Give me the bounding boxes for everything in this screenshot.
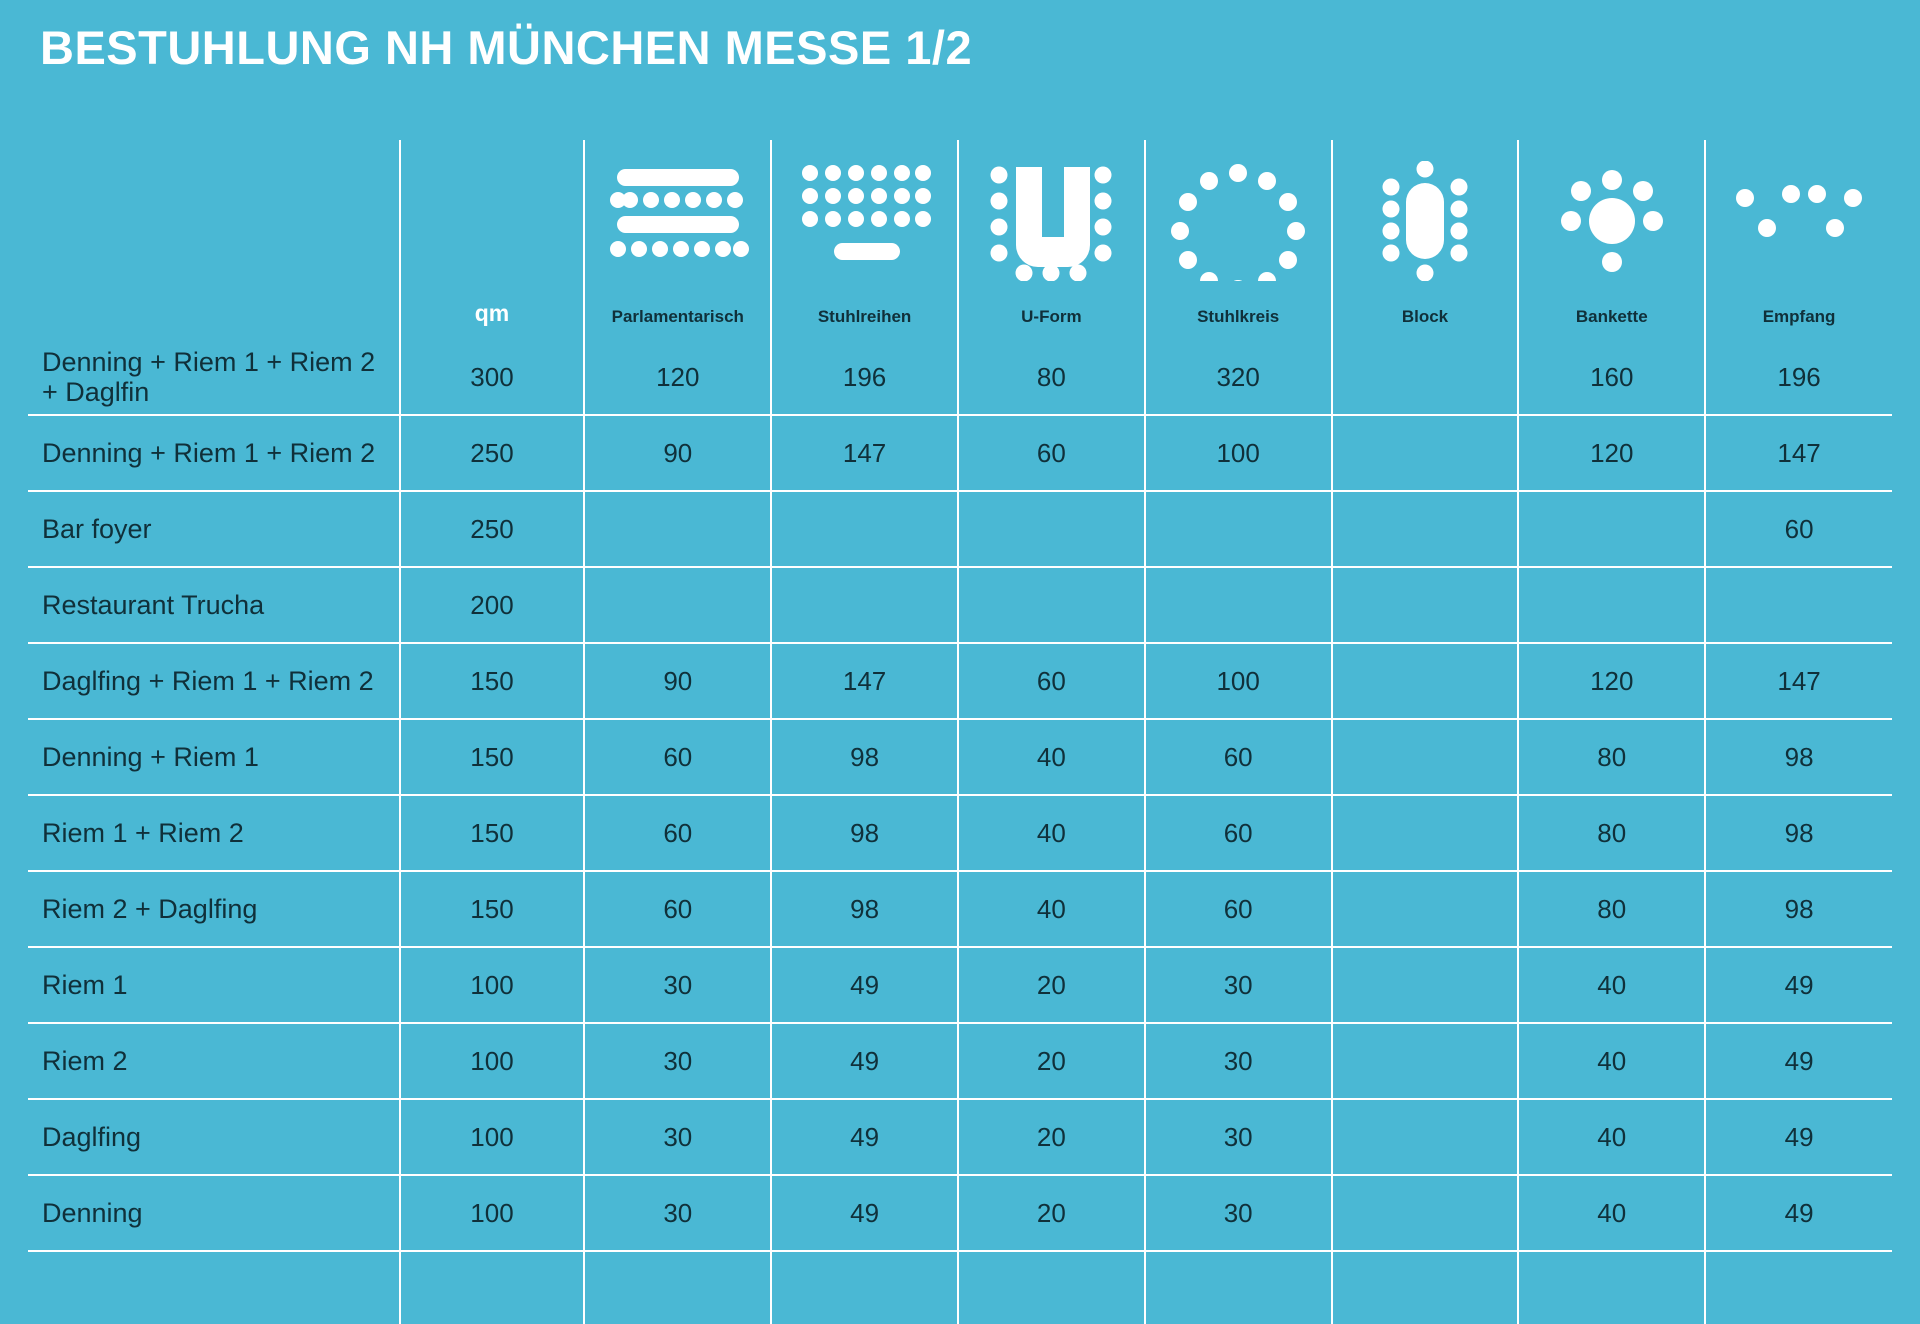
cell-empfang: 49 (1705, 947, 1892, 1023)
table-body (28, 340, 1892, 1324)
room-name-line1: Riem 1 + Riem 2 (42, 817, 244, 848)
cell-bankette: 80 (1518, 719, 1705, 795)
cell-block (1332, 340, 1519, 415)
cell-bankette: 40 (1518, 1023, 1705, 1099)
cell-parlamentarisch: 120 (584, 340, 771, 415)
cell-parlamentarisch: 30 (584, 947, 771, 1023)
room-name-line1: Restaurant Trucha (42, 589, 265, 620)
column-header-qm (400, 140, 585, 340)
block-table-icon (1333, 141, 1518, 301)
cell-block (1332, 947, 1519, 1023)
cell-qm: 250 (400, 415, 585, 491)
table-row (28, 1023, 1892, 1099)
table-row (28, 947, 1892, 1023)
cell-block (1332, 871, 1519, 947)
cell-block (1332, 1099, 1519, 1175)
column-header-block-label: Block (1401, 307, 1449, 326)
cell-stuhlreihen: 49 (771, 1175, 958, 1251)
cell-block (1332, 719, 1519, 795)
column-header-bankette (1518, 140, 1705, 340)
cell-stuhlreihen: 49 (771, 947, 958, 1023)
cell-uform: 20 (958, 1175, 1145, 1251)
page-title: BESTUHLUNG NH MÜNCHEN MESSE 1/2 (40, 21, 973, 74)
table-row (28, 643, 1892, 719)
column-header-qm-label: qm (474, 300, 510, 326)
cell-stuhlkreis: 30 (1145, 1023, 1332, 1099)
cell-block (1332, 415, 1519, 491)
column-header-block (1332, 140, 1519, 340)
u-shape-icon (959, 141, 1144, 301)
qm-icon-slot (401, 141, 584, 294)
room-name-line1: Riem 2 (42, 1045, 128, 1076)
cell-qm: 150 (400, 719, 585, 795)
cell-uform: 20 (958, 947, 1145, 1023)
table-row (28, 1099, 1892, 1175)
cell-empfang: 147 (1705, 643, 1892, 719)
column-header-parlamentarisch-label: Parlamentarisch (611, 307, 744, 326)
cell-uform: 40 (958, 719, 1145, 795)
column-header-stuhlreihen (771, 140, 958, 340)
cell-stuhlkreis (1145, 567, 1332, 643)
cell-qm: 150 (400, 871, 585, 947)
cell-block (1332, 795, 1519, 871)
cell-qm: 250 (400, 491, 585, 567)
cell-parlamentarisch: 30 (584, 1099, 771, 1175)
cell-qm: 100 (400, 1175, 585, 1251)
cell-block (1332, 643, 1519, 719)
table-row (28, 340, 1892, 415)
cell-empfang: 49 (1705, 1023, 1892, 1099)
cell-uform (958, 567, 1145, 643)
cell-parlamentarisch (584, 491, 771, 567)
cell-empfang (1705, 1251, 1892, 1324)
row-room-name (28, 1251, 400, 1324)
cell-parlamentarisch: 90 (584, 415, 771, 491)
table-row (28, 1175, 1892, 1251)
cell-parlamentarisch: 30 (584, 1023, 771, 1099)
table-row (28, 491, 1892, 567)
cell-bankette: 40 (1518, 1175, 1705, 1251)
row-room-name (28, 1023, 400, 1099)
room-name-line1: Bar foyer (42, 513, 152, 544)
cell-block (1332, 1175, 1519, 1251)
cell-empfang: 49 (1705, 1175, 1892, 1251)
room-name-line1: Denning + Riem 1 (42, 741, 259, 772)
cell-stuhlreihen (771, 567, 958, 643)
row-room-name (28, 1099, 400, 1175)
cell-parlamentarisch (584, 567, 771, 643)
cell-stuhlkreis: 30 (1145, 1099, 1332, 1175)
cell-stuhlreihen: 98 (771, 719, 958, 795)
classroom-rows-icon (585, 141, 770, 301)
cell-uform: 80 (958, 340, 1145, 415)
cell-qm: 300 (400, 340, 585, 415)
cell-uform: 60 (958, 415, 1145, 491)
cell-bankette: 40 (1518, 1099, 1705, 1175)
row-room-name (28, 795, 400, 871)
room-name-line1: Daglfing (42, 1121, 142, 1152)
row-room-name (28, 567, 400, 643)
table-row (28, 719, 1892, 795)
cell-stuhlkreis: 30 (1145, 1175, 1332, 1251)
room-name-line1: Denning + Riem 1 + Riem 2 (42, 346, 376, 377)
table-header (28, 140, 1892, 340)
cell-bankette: 120 (1518, 643, 1705, 719)
room-name-line2: + Daglfin (42, 377, 150, 407)
cell-bankette: 80 (1518, 871, 1705, 947)
cell-stuhlkreis: 100 (1145, 643, 1332, 719)
column-header-room (28, 140, 400, 340)
cell-stuhlreihen: 49 (771, 1099, 958, 1175)
row-room-name (28, 415, 400, 491)
cell-parlamentarisch: 90 (584, 643, 771, 719)
table-row (28, 795, 1892, 871)
capacity-table (28, 140, 1892, 1324)
cell-qm: 100 (400, 1099, 585, 1175)
cell-empfang (1705, 567, 1892, 643)
room-name-line1: Denning + Riem 1 + Riem 2 (42, 437, 376, 468)
column-header-uform-label: U-Form (1021, 307, 1082, 326)
cell-stuhlkreis (1145, 1251, 1332, 1324)
column-header-stuhlkreis (1145, 140, 1332, 340)
cell-stuhlreihen: 49 (771, 1023, 958, 1099)
table-row (28, 415, 1892, 491)
cell-parlamentarisch: 30 (584, 1175, 771, 1251)
cell-empfang: 196 (1705, 340, 1892, 415)
cell-stuhlreihen: 147 (771, 415, 958, 491)
room-name-line1: Riem 2 + Daglfing (42, 893, 258, 924)
row-room-name (28, 340, 400, 415)
cell-uform: 60 (958, 643, 1145, 719)
cell-bankette (1518, 567, 1705, 643)
room-name-line1: Daglfing + Riem 1 + Riem 2 (42, 665, 374, 696)
cell-qm: 200 (400, 567, 585, 643)
cell-block (1332, 1023, 1519, 1099)
row-room-name (28, 643, 400, 719)
cell-parlamentarisch: 60 (584, 719, 771, 795)
banquet-round-icon (1519, 141, 1704, 301)
cell-stuhlkreis: 60 (1145, 795, 1332, 871)
theatre-seating-icon (772, 141, 957, 301)
cell-bankette (1518, 491, 1705, 567)
cell-empfang: 60 (1705, 491, 1892, 567)
cell-stuhlkreis (1145, 491, 1332, 567)
row-room-name (28, 719, 400, 795)
cell-bankette (1518, 1251, 1705, 1324)
cell-empfang: 98 (1705, 719, 1892, 795)
cell-stuhlreihen: 196 (771, 340, 958, 415)
cell-stuhlreihen (771, 1251, 958, 1324)
cell-block (1332, 567, 1519, 643)
cell-uform: 20 (958, 1099, 1145, 1175)
cell-qm: 100 (400, 947, 585, 1023)
cell-uform: 40 (958, 795, 1145, 871)
cell-block (1332, 1251, 1519, 1324)
cell-empfang: 147 (1705, 415, 1892, 491)
cell-stuhlkreis: 320 (1145, 340, 1332, 415)
cell-stuhlkreis: 100 (1145, 415, 1332, 491)
cell-qm: 150 (400, 643, 585, 719)
column-header-empfang (1705, 140, 1892, 340)
cell-stuhlreihen (771, 491, 958, 567)
row-room-name (28, 947, 400, 1023)
cell-bankette: 120 (1518, 415, 1705, 491)
cell-bankette: 40 (1518, 947, 1705, 1023)
column-header-empfang-label: Empfang (1762, 307, 1836, 326)
cell-uform (958, 491, 1145, 567)
cell-empfang: 98 (1705, 871, 1892, 947)
column-header-parlamentarisch (584, 140, 771, 340)
cell-parlamentarisch (584, 1251, 771, 1324)
column-header-uform (958, 140, 1145, 340)
cell-qm: 100 (400, 1023, 585, 1099)
row-room-name (28, 871, 400, 947)
row-room-name (28, 491, 400, 567)
cell-uform: 20 (958, 1023, 1145, 1099)
reception-scatter-icon (1706, 141, 1892, 301)
table-row (28, 1251, 1892, 1324)
cell-parlamentarisch: 60 (584, 795, 771, 871)
cell-empfang: 98 (1705, 795, 1892, 871)
room-name-line1: Denning (42, 1197, 143, 1228)
cell-qm (400, 1251, 585, 1324)
cell-stuhlkreis: 30 (1145, 947, 1332, 1023)
cell-stuhlreihen: 98 (771, 871, 958, 947)
table-row (28, 871, 1892, 947)
cell-parlamentarisch: 60 (584, 871, 771, 947)
cell-stuhlreihen: 147 (771, 643, 958, 719)
cell-empfang: 49 (1705, 1099, 1892, 1175)
cell-uform (958, 1251, 1145, 1324)
cell-stuhlkreis: 60 (1145, 719, 1332, 795)
room-name-line1: Riem 1 (42, 969, 128, 1000)
cell-stuhlkreis: 60 (1145, 871, 1332, 947)
cell-bankette: 160 (1518, 340, 1705, 415)
cell-bankette: 80 (1518, 795, 1705, 871)
row-room-name (28, 1175, 400, 1251)
column-header-stuhlreihen-label: Stuhlreihen (817, 307, 912, 326)
column-header-bankette-label: Bankette (1575, 307, 1648, 326)
column-header-stuhlkreis-label: Stuhlkreis (1197, 307, 1280, 326)
circle-seating-icon (1146, 141, 1331, 301)
cell-uform: 40 (958, 871, 1145, 947)
cell-stuhlreihen: 98 (771, 795, 958, 871)
table-row (28, 567, 1892, 643)
cell-qm: 150 (400, 795, 585, 871)
cell-block (1332, 491, 1519, 567)
